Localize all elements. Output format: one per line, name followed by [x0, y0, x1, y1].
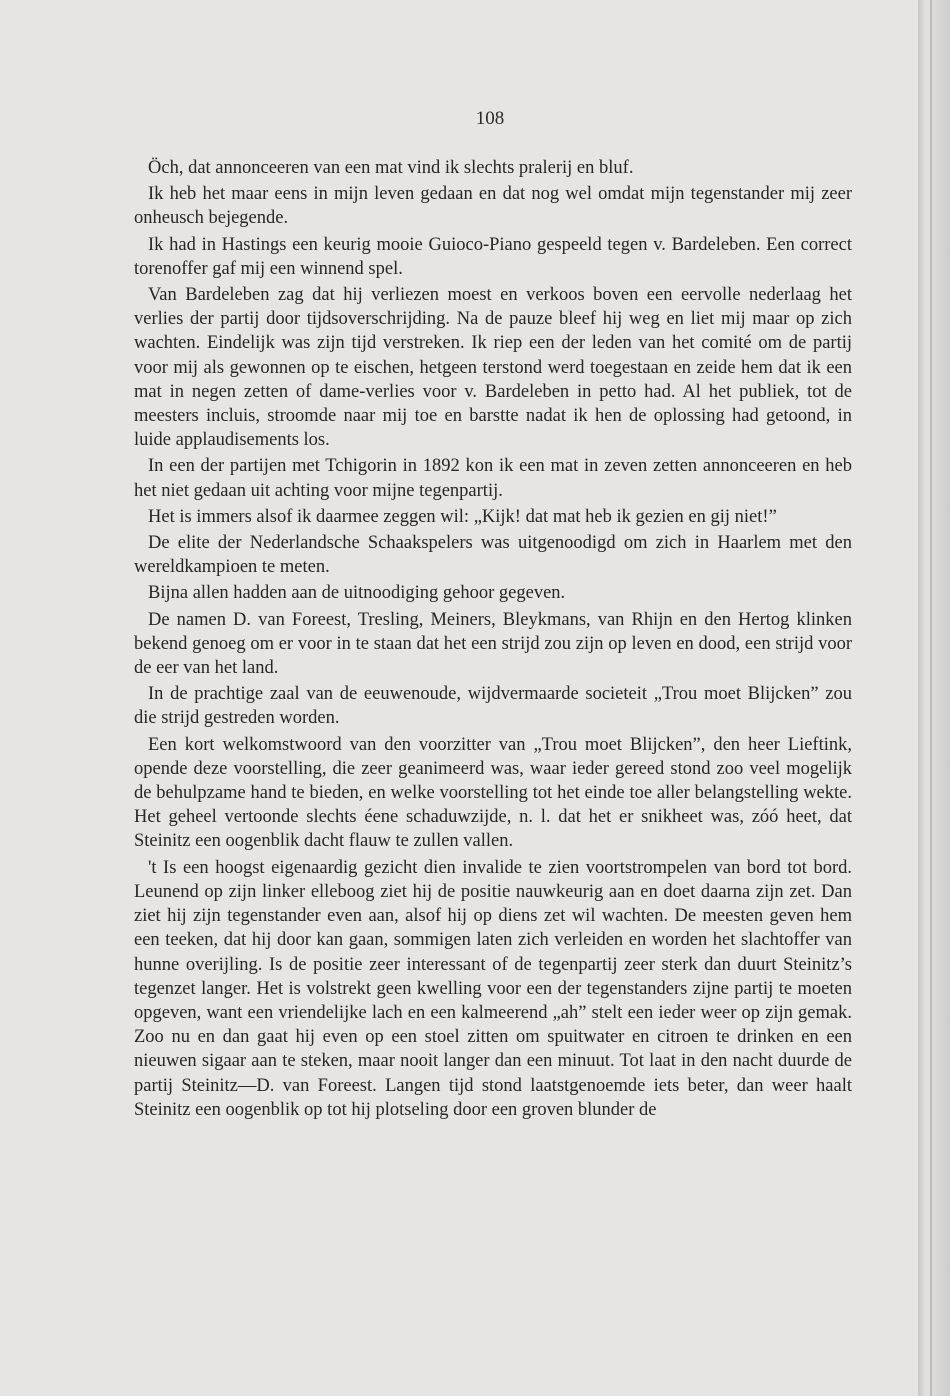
- paragraph: Van Bardeleben zag dat hij verliezen moest en verkoos boven een eervolle nederlaag het verlies der partij door tijdsoverschrijding. Na de pauze bleef hij weg en liet mij maar op zich wachten. Eindelijk was zijn tijd verstreken. Ik riep een der leden van het comité om de partij voor mij als gewonnen op te eischen, hetgeen terstond werd toegestaan en zeide hem dat ik een mat in negen zetten of dame-verlies voor v. Bardeleben in petto had. Al het publiek, tot de meesters incluis, stroomde naar mij toe en barstte nadat ik hen de oplossing had getoond, in luide applaudisements los.: [134, 285, 852, 451]
- body-text: [134, 156, 852, 1124]
- page-number: 108: [475, 108, 505, 129]
- paragraph: Ik had in Hastings een keurig mooie Guioco-Piano gespeeld tegen v. Bardeleben. Een correct torenoffer gaf mij een winnend spel.: [134, 234, 852, 279]
- paragraph: Een kort welkomstwoord van den voorzitter van „Trou moet Blijcken”, den heer Lieftink, opende deze voorstelling, die zeer geanimeerd was, waar ieder gereed stond zoo veel mogelijk de behulpzame hand te bieden, en welke voorstelling tot het einde toe aller belangstelling wekte. Het geheel vertoonde slechts éene schaduwzijde, n. l. dat het er snikheet was, zóó heet, dat Steinitz een oogenblik dacht flauw te zullen vallen.: [134, 734, 852, 852]
- page-edge-line: [930, 0, 932, 1396]
- paragraph: 't Is een hoogst eigenaardig gezicht dien invalide te zien voortstrompelen van bord tot bord. Leunend op zijn linker elleboog ziet hij de positie nauwkeurig aan en doet daarna zijn zet. Dan ziet hij zijn tegenstander even aan, alsof hij op diens zet wil wachten. De meesten geven hem een teeken, dat hij door kan gaan, sommigen laten zich verleiden en worden het slachtoffer van hunne overijling. Is de positie zeer interessant of de tegenpartij zeer sterk dan duurt Steinitz’s tegenzet langer. Het is volstrekt geen kwelling voor een der tegenstanders zijne partij te moeten opgeven, want een vriendelijke lach en een kalmeerend „ah” stelt een ieder weer op zijn gemak. Zoo nu en dan gaat hij even op een stoel zitten om spuitwater en citroen te drinken en een nieuwen sigaar aan te steken, maar nooit langer dan een minuut. Tot laat in den nacht duurde de partij Steinitz—D. van Foreest. Langen tijd stond laatstgenoemde iets beter, dan weer haalt Steinitz een oogenblik op tot hij plotseling door een groven blunder de: [134, 857, 852, 1120]
- paragraph: De namen D. van Foreest, Tresling, Meiners, Bleykmans, van Rhijn en den Hertog klinken bekend genoeg om er voor in te staan dat het een strijd zou zijn op leven en dood, een strijd voor de eer van het land.: [134, 609, 852, 679]
- paragraph: Bijna allen hadden aan de uitnoodiging gehoor gegeven.: [148, 583, 566, 604]
- paragraph: Ik heb het maar eens in mijn leven gedaan en dat nog wel omdat mijn tegenstander mij zeer onheusch bejegende.: [134, 184, 852, 229]
- page-edge-shadow: [918, 0, 950, 1396]
- paragraph: Het is immers alsof ik daarmee zeggen wil: „Kijk! dat mat heb ik gezien en gij niet!”: [148, 506, 777, 527]
- paragraph: Öch, dat annonceeren van een mat vind ik slechts pralerij en bluf.: [148, 158, 634, 178]
- paragraph: In een der partijen met Tchigorin in 1892 kon ik een mat in zeven zetten annonceeren en heb het niet gedaan uit achting voor mijne tegenpartij.: [134, 456, 852, 501]
- paragraph: In de prachtige zaal van de eeuwenoude, wijdvermaarde societeit „Trou moet Blijcken” zou die strijd gestreden worden.: [134, 684, 852, 729]
- paragraph: De elite der Nederlandsche Schaakspelers was uitgenoodigd om zich in Haarlem met den wereldkampioen te meten.: [134, 533, 852, 578]
